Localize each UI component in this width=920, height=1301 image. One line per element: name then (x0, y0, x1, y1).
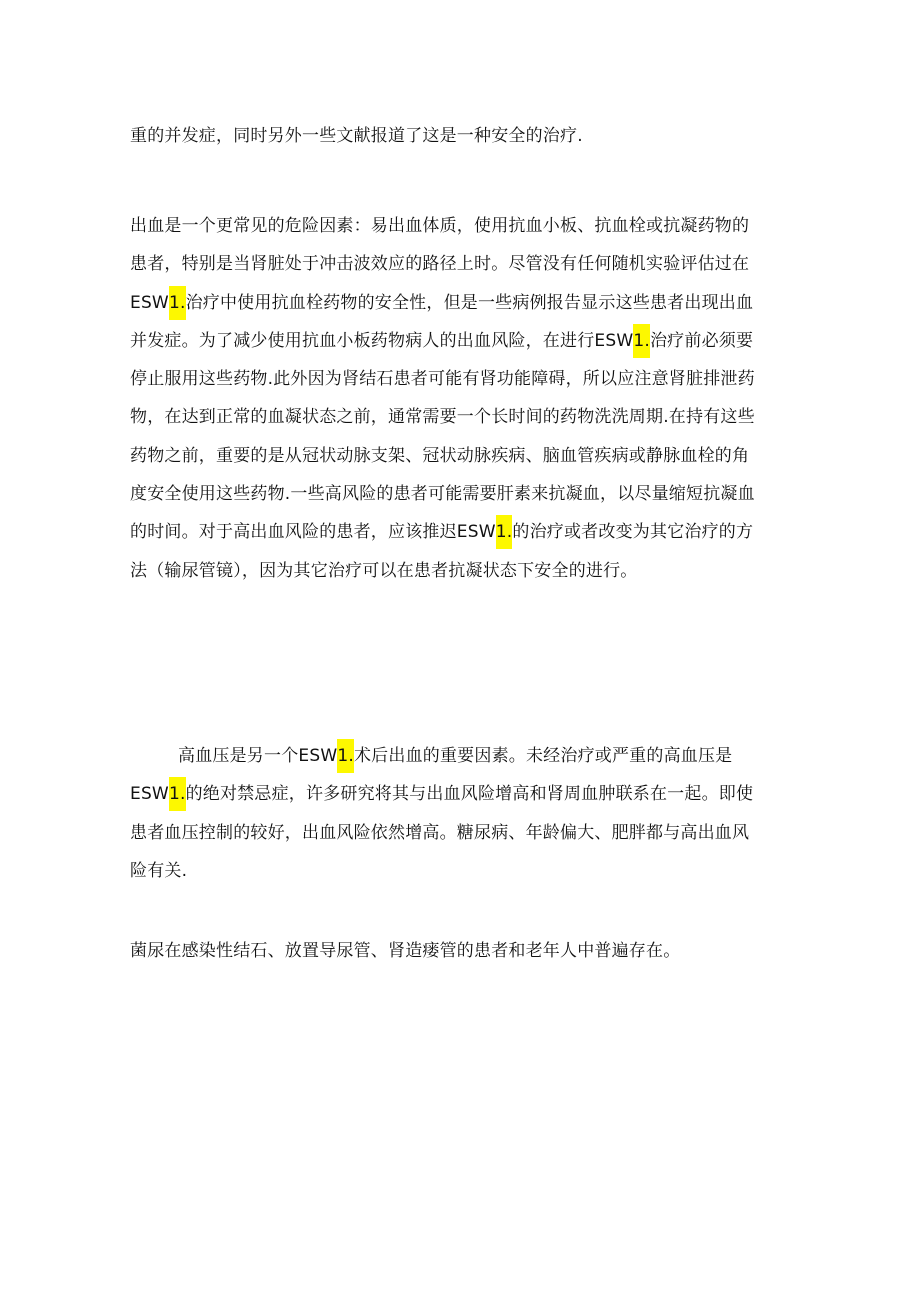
text-line: 患者，特别是当肾脏处于冲击波效应的路径上时。尽管没有任何随机实验评估过在 (130, 254, 750, 275)
text-line: ESW1.治疗中使用抗血栓药物的安全性，但是一些病例报告显示这些患者出现出血 (130, 284, 800, 322)
paragraph-bacteriuria (130, 932, 800, 970)
paragraph-complication-end (130, 117, 800, 155)
text-line: 险有关. (130, 860, 188, 881)
highlight-mark: 1. (169, 286, 186, 320)
text-line: 药物之前，重要的是从冠状动脉支架、冠状动脉疾病、脑血管疾病或静脉血栓的角 (130, 445, 750, 466)
text-line: ESW1.的绝对禁忌症，许多研究将其与出血风险增高和肾周血肿联系在一起。即使 (130, 775, 800, 813)
highlight-mark: 1. (633, 324, 650, 358)
paragraph-bleeding-risk (130, 207, 800, 590)
text-line: 高血压是另一个ESW1.术后出血的重要因素。未经治疗或严重的高血压是 (130, 737, 800, 775)
text-line: 物，在达到正常的血凝状态之前，通常需要一个长时间的药物洗洗周期.在持有这些 (130, 407, 755, 428)
text-line: 停止服用这些药物.此外因为肾结石患者可能有肾功能障碍，所以应注意肾脏排泄药 (130, 369, 755, 390)
text-line: 出血是一个更常见的危险因素：易出血体质，使用抗血小板、抗血栓或抗凝药物的 (130, 216, 750, 236)
highlight-mark: 1. (169, 777, 186, 811)
text-line: 度安全使用这些药物.一些高风险的患者可能需要肝素来抗凝血，以尽量缩短抗凝血 (130, 484, 755, 505)
highlight-mark: 1. (337, 739, 354, 773)
text-line: 并发症。为了减少使用抗血小板药物病人的出血风险，在进行ESW1.治疗前必须要 (130, 322, 800, 360)
text-line: 法（输尿管镜），因为其它治疗可以在患者抗凝状态下安全的进行。 (130, 560, 638, 581)
text-line: 患者血压控制的较好，出血风险依然增高。糖尿病、年龄偏大、肥胖都与高出血风 (130, 822, 750, 843)
highlight-mark: 1. (496, 515, 513, 549)
text-line: 菌尿在感染性结石、放置导尿管、肾造瘘管的患者和老年人中普遍存在。 (130, 941, 681, 961)
text-line: 重的并发症，同时另外一些文献报道了这是一种安全的治疗. (130, 126, 583, 146)
paragraph-hypertension (130, 737, 800, 890)
text-line: 的时间。对于高出血风险的患者，应该推迟ESW1.的治疗或者改变为其它治疗的方 (130, 513, 800, 551)
